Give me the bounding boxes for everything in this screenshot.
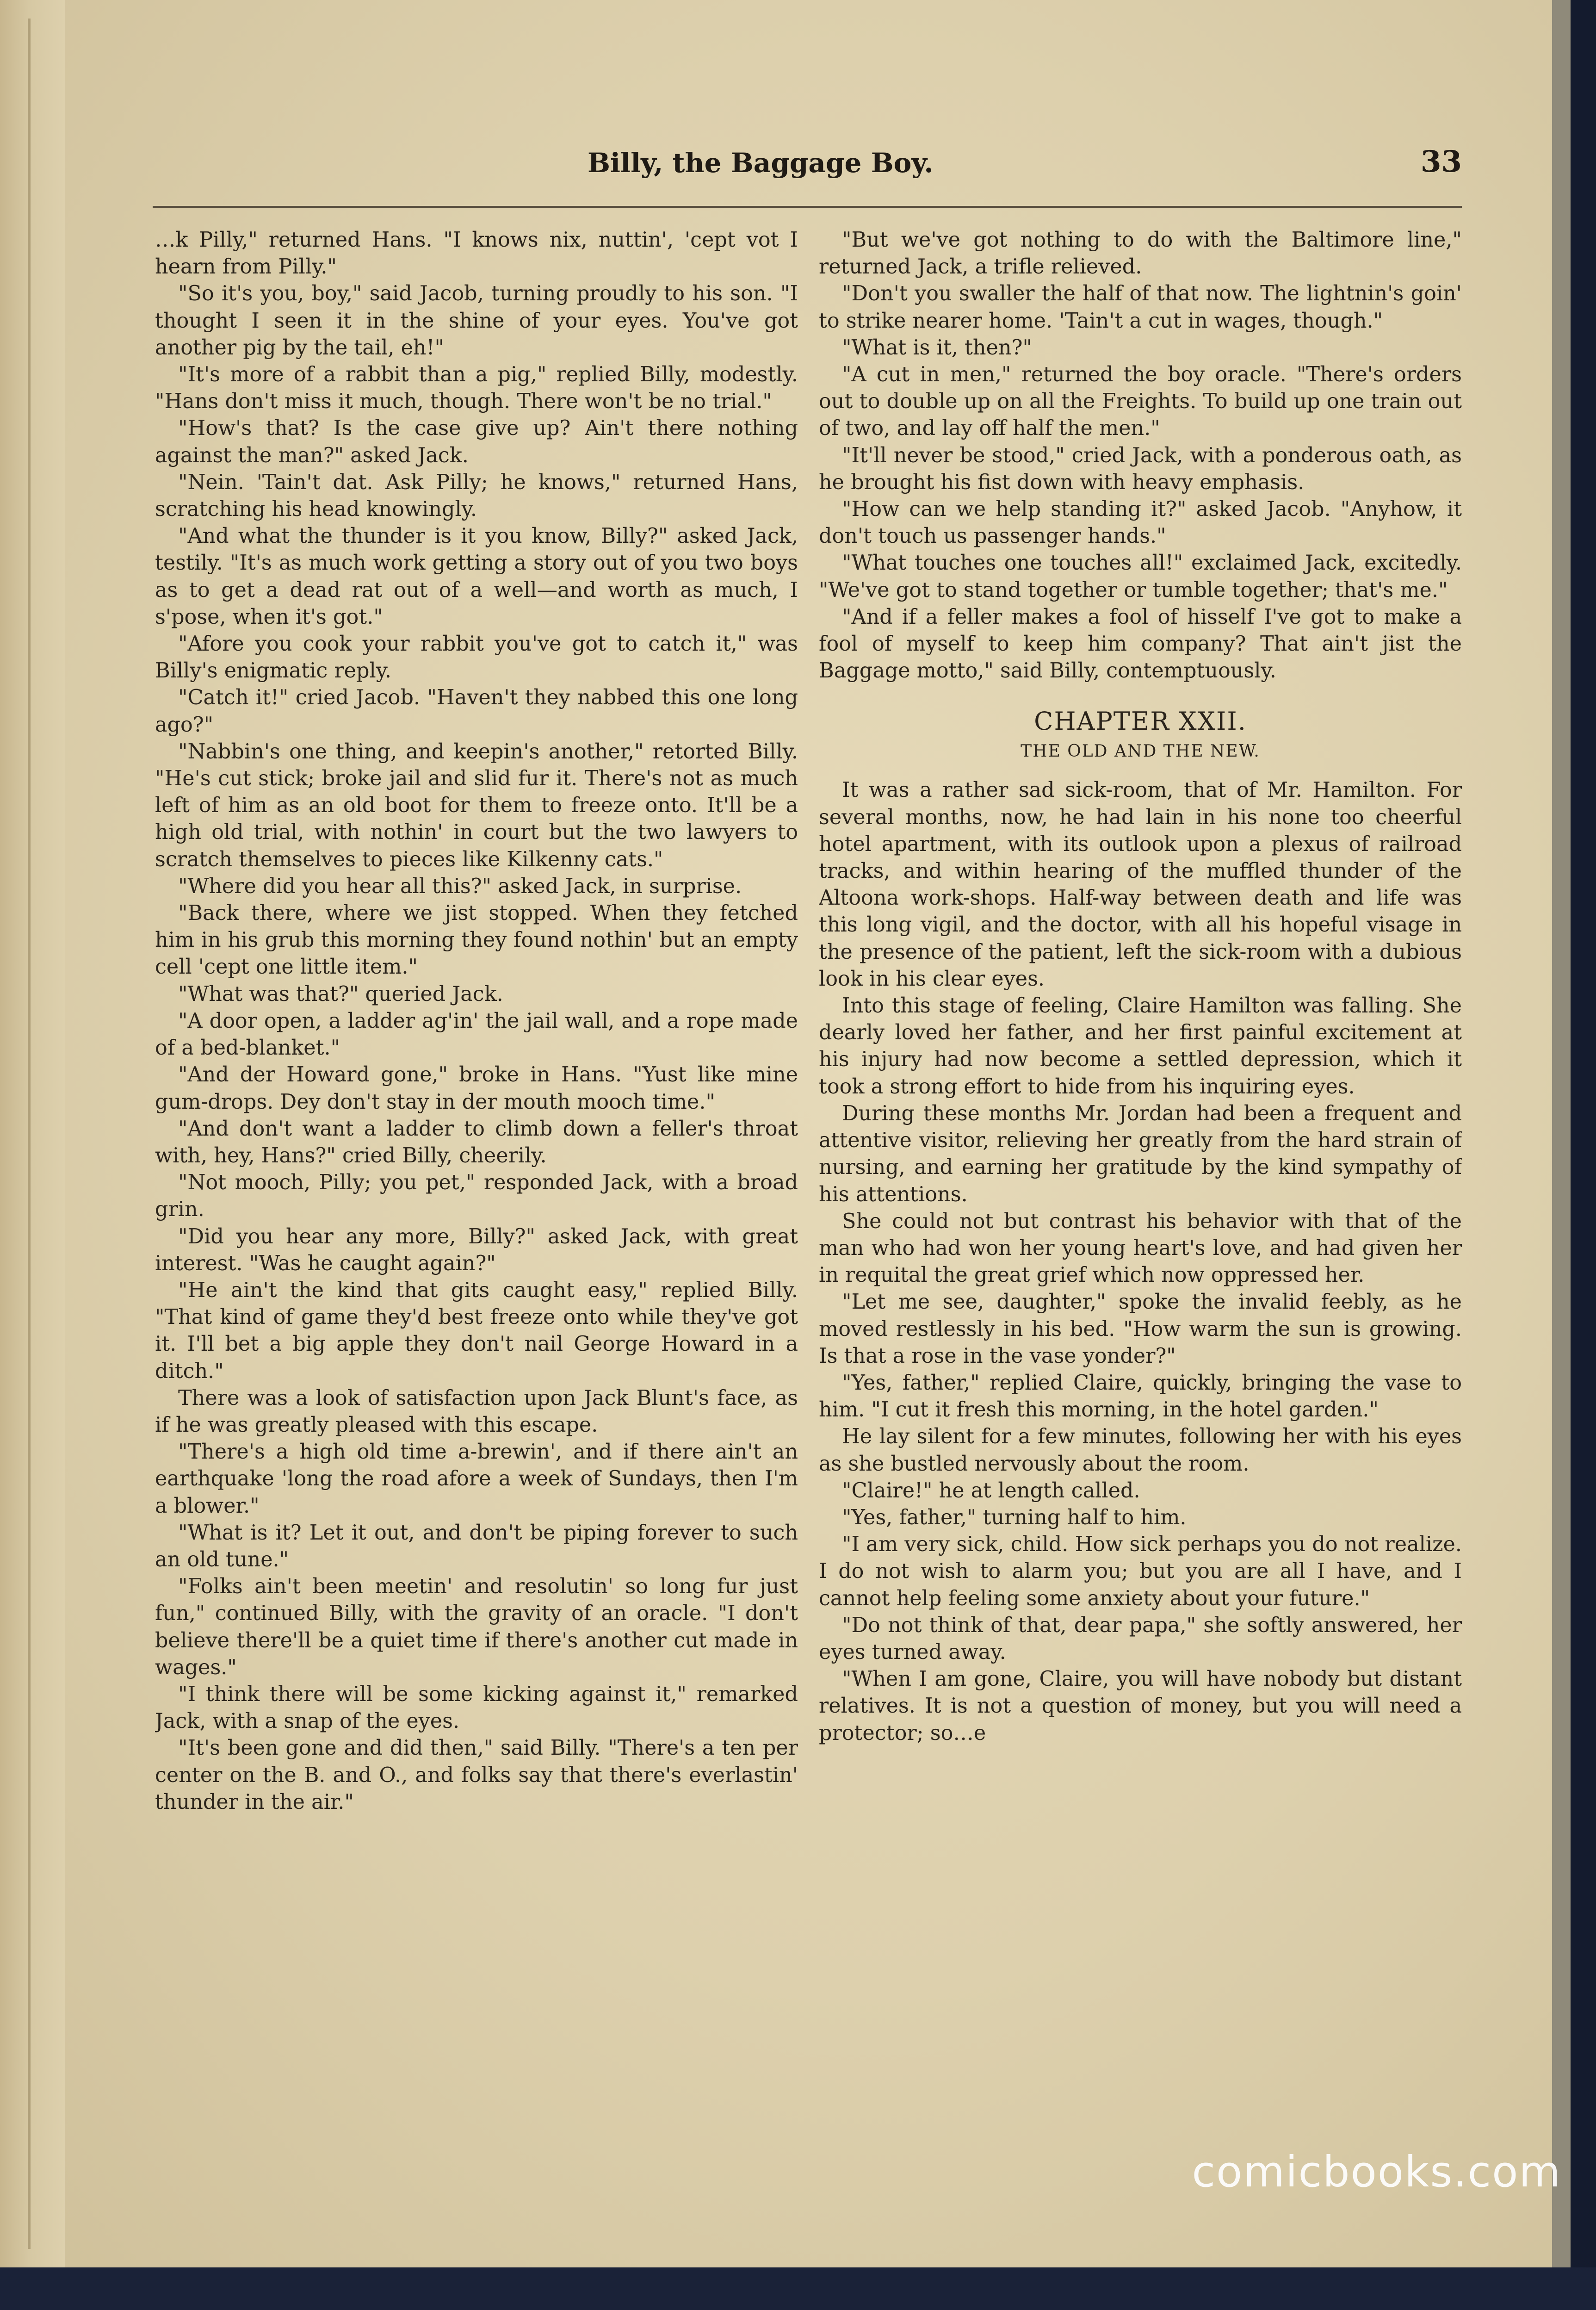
page-header	[153, 139, 1462, 208]
paragraph: "How's that? Is the case give up? Ain't there nothing against the man?" asked Jack.	[155, 416, 798, 467]
paragraph: "Folks ain't been meetin' and resolutin' so long fur just fun," continued Billy, with the gravity of an oracle. "I don't believe there'll be a quiet time if there's another cut made in wages."	[155, 1575, 798, 1679]
right-column	[819, 227, 1462, 2161]
paragraph: "It's more of a rabbit than a pig," replied Billy, modestly. "Hans don't miss it much, though. There won't be no trial."	[155, 363, 798, 414]
page-gutter	[0, 0, 65, 2267]
paragraph: …k Pilly," returned Hans. "I knows nix, nuttin', 'cept vot I hearn from Pilly."	[155, 228, 798, 279]
paragraph: "It'll never be stood," cried Jack, with a ponderous oath, as he brought his fist down with heavy emphasis.	[819, 443, 1462, 494]
paragraph: "When I am gone, Claire, you will have nobody but distant relatives. It is not a question of money, but you will need a protector; so…e	[819, 1667, 1462, 1745]
paragraph: During these months Mr. Jordan had been a frequent and attentive visitor, relieving her greatly from the hard strain of nursing, and earning her gratitude by the kind sympathy of his attentions.	[819, 1101, 1462, 1206]
paragraph: Into this stage of feeling, Claire Hamilton was falling. She dearly loved her father, and her first painful excitement at his injury had now become a settled depression, which it took a strong effort to hide from his inquiring eyes.	[819, 994, 1462, 1099]
paragraph: "What was that?" queried Jack.	[178, 982, 503, 1006]
paragraph: "Do not think of that, dear papa," she softly answered, her eyes turned away.	[819, 1613, 1462, 1664]
chapter-heading	[819, 705, 1462, 765]
paragraph: "Where did you hear all this?" asked Jack, in surprise.	[178, 874, 742, 898]
paragraph: "Did you hear any more, Billy?" asked Jack, with great interest. "Was he caught again?"	[155, 1224, 798, 1275]
left-column	[155, 227, 798, 2161]
paragraph: "What touches one touches all!" exclaimed Jack, excitedly. "We've got to stand together or tumble together; that's me."	[819, 551, 1462, 602]
chapter-number: CHAPTER XXII.	[1034, 707, 1247, 736]
paragraph: "Afore you cook your rabbit you've got to catch it," was Billy's enigmatic reply.	[155, 632, 798, 683]
paragraph: "Yes, father," turning half to him.	[842, 1505, 1187, 1529]
paragraph: It was a rather sad sick-room, that of Mr. Hamilton. For several months, now, he had lain in his none too cheerful hotel apartment, with its outlook upon a plexus of railroad tracks, and within hearing of the muffled thunder of the Altoona work-shops. Half-way between death and life was this long vigil, and the doctor, with all his hopeful visage in the presence of the patient, left the sick-room with a dubious look in his clear eyes.	[819, 778, 1462, 991]
right-column-top	[819, 227, 1462, 684]
chapter-title: THE OLD AND THE NEW.	[1021, 742, 1260, 761]
paragraph: "Back there, where we jist stopped. When they fetched him in his grub this morning they found nothin' but an empty cell 'cept one little item."	[155, 901, 798, 979]
paragraph: There was a look of satisfaction upon Jack Blunt's face, as if he was greatly pleased with this escape.	[155, 1386, 798, 1437]
paragraph: "Catch it!" cried Jacob. "Haven't they nabbed this one long ago?"	[155, 686, 798, 737]
paragraph: "Let me see, daughter," spoke the invalid feebly, as he moved restlessly in his bed. "How warm the sun is growing. Is that a rose in the vase yonder?"	[819, 1290, 1462, 1368]
paragraph: "What is it, then?"	[842, 335, 1032, 360]
paragraph: She could not but contrast his behavior with that of the man who had won her young heart's love, and had given her in requital the great grief which now oppressed her.	[819, 1209, 1462, 1287]
paragraph: "A cut in men," returned the boy oracle. "There's orders out to double up on all the Freights. To build up one train out of two, and lay off half the men."	[819, 363, 1462, 441]
header-rule	[153, 206, 1462, 208]
paragraph: "And if a feller makes a fool of hisself I've got to make a fool of myself to keep him company? That ain't jist the Baggage motto," said Billy, contemptuously.	[819, 605, 1462, 683]
paragraph: He lay silent for a few minutes, following her with his eyes as she bustled nervously about the room.	[819, 1425, 1462, 1476]
page-fold	[28, 19, 31, 2249]
paragraph: "What is it? Let it out, and don't be piping forever to such an old tune."	[155, 1521, 798, 1571]
paragraph: "Don't you swaller the half of that now. The lightnin's goin' to strike nearer home. 'Tain't a cut in wages, though."	[819, 282, 1462, 333]
paragraph: "Not mooch, Pilly; you pet," responded Jack, with a broad grin.	[155, 1171, 798, 1222]
paragraph: "Nein. 'Tain't dat. Ask Pilly; he knows," returned Hans, scratching his head knowingly.	[155, 470, 798, 522]
paragraph: "He ain't the kind that gits caught easy," replied Billy. "That kind of game they'd best freeze onto while they've got it. I'll bet a big apple they don't nail George Howard in a ditch."	[155, 1278, 798, 1383]
page-number: 33	[1420, 144, 1462, 179]
right-column-bottom	[819, 777, 1462, 1746]
scan-border	[0, 2267, 1596, 2310]
page-edge	[1552, 0, 1571, 2267]
paragraph: "So it's you, boy," said Jacob, turning proudly to his son. "I thought I seen it in the shine of your eyes. You've got another pig by the tail, eh!"	[155, 282, 798, 360]
paragraph: "There's a high old time a-brewin', and if there ain't an earthquake 'long the road afore a week of Sundays, then I'm a blower."	[155, 1440, 798, 1518]
running-title: Billy, the Baggage Boy.	[588, 147, 934, 179]
paragraph: "It's been gone and did then," said Billy. "There's a ten per center on the B. and O., and folks say that there's everlastin' thunder in the air."	[155, 1736, 798, 1814]
paragraph: "And what the thunder is it you know, Billy?" asked Jack, testily. "It's as much work getting a story out of you two boys as to get a dead rat out of a well—and worth as much, I s'pose, when it's got."	[155, 524, 798, 629]
paragraph: "Yes, father," replied Claire, quickly, bringing the vase to him. "I cut it fresh this morning, in the hotel garden."	[819, 1371, 1462, 1422]
paragraph: "I am very sick, child. How sick perhaps you do not realize. I do not wish to alarm you; but you are all I have, and I cannot help feeling some anxiety about your future."	[819, 1533, 1462, 1610]
paragraph: "And don't want a ladder to climb down a feller's throat with, hey, Hans?" cried Billy, cheerily.	[155, 1117, 798, 1167]
watermark: comicbooks.com	[1192, 2147, 1561, 2197]
paragraph: "A door open, a ladder ag'in' the jail wall, and a rope made of a bed-blanket."	[155, 1009, 798, 1060]
paragraph: "I think there will be some kicking against it," remarked Jack, with a snap of the eyes.	[155, 1682, 798, 1733]
paragraph: "And der Howard gone," broke in Hans. "Yust like mine gum-drops. Dey don't stay in der mouth mooch time."	[155, 1063, 798, 1114]
paragraph: "How can we help standing it?" asked Jacob. "Anyhow, it don't touch us passenger hands."	[819, 497, 1462, 548]
paragraph: "Nabbin's one thing, and keepin's another," retorted Billy. "He's cut stick; broke jail and slid fur it. There's not as much left of him as an old boot for them to freeze onto. It'll be a high old trial, with nothin' in court but the two lawyers to scratch themselves to pieces like Kilkenny cats."	[155, 739, 798, 871]
paragraph: "Claire!" he at length called.	[842, 1478, 1140, 1503]
paragraph: "But we've got nothing to do with the Baltimore line," returned Jack, a trifle relieved.	[819, 228, 1462, 279]
